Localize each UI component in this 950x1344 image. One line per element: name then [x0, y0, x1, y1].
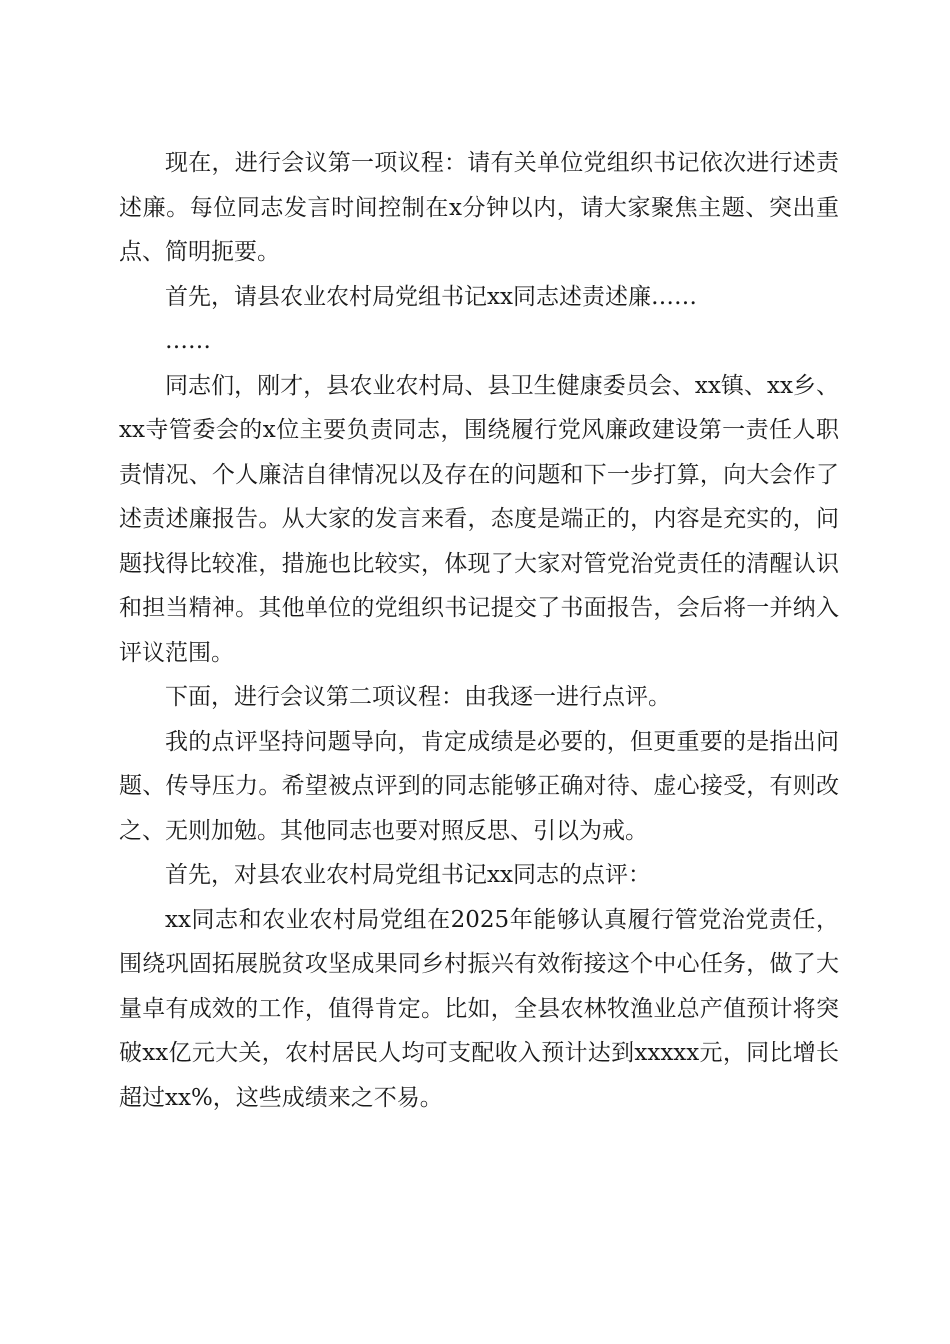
paragraph-agenda-item-two: 下面，进行会议第二项议程：由我逐一进行点评。 [165, 684, 671, 710]
document-body [119, 141, 839, 1120]
paragraph-first-review-body: xx同志和农业农村局党组在2025年能够认真履行管党治党责任，围绕巩固拓展脱贫攻坚成果同乡村振兴有效衔接这个中心任务，做了大量卓有成效的工作，值得肯定。比如，全县农林牧渔业总产值预计将突破xx亿元大关，农村居民人均可支配收入预计达到xxxxx元，同比增长超过xx%，这些成绩来之不易。 [119, 906, 839, 1111]
paragraph-ellipsis: …… [165, 328, 211, 354]
paragraph-first-speaker: 首先，请县农业农村局党组书记xx同志述责述廉…… [165, 283, 697, 310]
paragraph-first-review-heading: 首先，对县农业农村局党组书记xx同志的点评： [165, 862, 651, 888]
paragraph-review-principle: 我的点评坚持问题导向，肯定成绩是必要的，但更重要的是指出问题、传导压力。希望被点评到的同志能够正确对待、虚心接受，有则改之、无则加勉。其他同志也要对照反思、引以为戒。 [119, 728, 839, 844]
paragraph-summary: 同志们，刚才，县农业农村局、县卫生健康委员会、xx镇、xx乡、xx寺管委会的x位主要负责同志，围绕履行党风廉政建设第一责任人职责情况、个人廉洁自律情况以及存在的问题和下一步打算，向大会作了述责述廉报告。从大家的发言来看，态度是端正的，内容是充实的，问题找得比较准，措施也比较实，体现了大家对管党治党责任的清醒认识和担当精神。其他单位的党组织书记提交了书面报告，会后将一并纳入评议范围。 [119, 372, 839, 666]
paragraph-agenda-item-one: 现在，进行会议第一项议程：请有关单位党组织书记依次进行述责述廉。每位同志发言时间控制在x分钟以内，请大家聚焦主题、突出重点、简明扼要。 [119, 150, 839, 265]
